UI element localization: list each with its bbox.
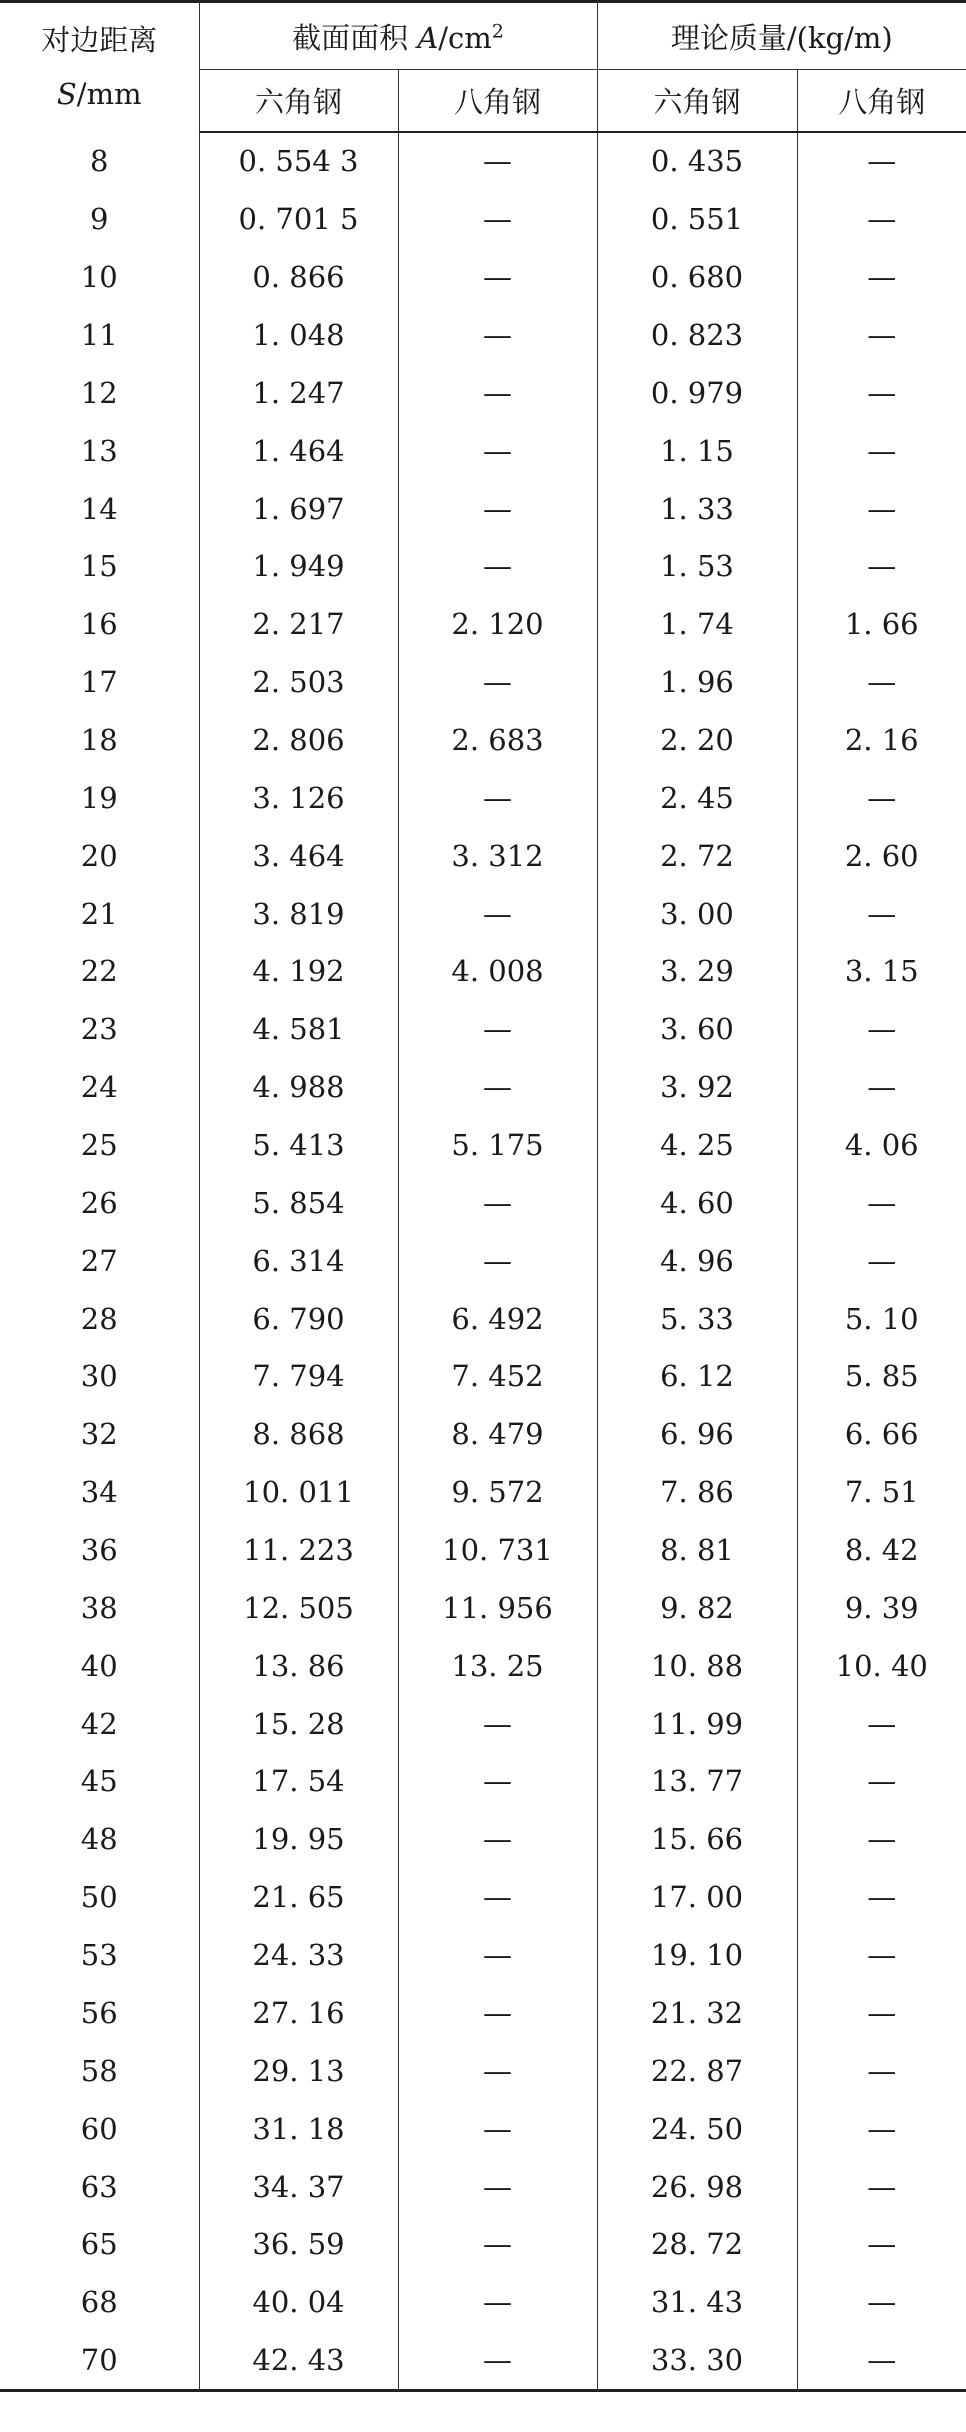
cell-side-distance: 48 xyxy=(0,1810,199,1868)
table-row xyxy=(0,1290,966,1348)
cell-mass-hex: 19. 10 xyxy=(597,1926,797,1984)
cell-area-hex: 17. 54 xyxy=(199,1753,398,1811)
cell-side-distance: 24 xyxy=(0,1058,199,1116)
cell-mass-oct: 2. 60 xyxy=(844,838,919,873)
header-section-area-label: 截面面积 xyxy=(292,20,418,55)
cell-side-distance: 11 xyxy=(0,306,199,364)
cell-area-oct: — xyxy=(398,2100,597,2158)
cell-side-distance: 10 xyxy=(0,248,199,306)
cell-area-oct: — xyxy=(398,1810,597,1868)
cell-side-distance: 15 xyxy=(0,538,199,596)
table-row xyxy=(0,538,966,596)
cell-area-hex: 1. 464 xyxy=(199,422,398,480)
cell-area-hex: 1. 949 xyxy=(199,538,398,596)
table-header xyxy=(0,2,966,132)
cell-area-hex: 1. 697 xyxy=(199,480,398,538)
cell-mass-oct: 5. 10 xyxy=(844,1301,919,1336)
cell-mass-oct: 3. 15 xyxy=(844,954,919,989)
cell-area-oct: — xyxy=(398,885,597,943)
header-theoretical-mass-label: 理论质量/(kg/m) xyxy=(670,20,893,55)
table-row xyxy=(0,132,966,191)
cell-mass-hex: 1. 74 xyxy=(597,595,797,653)
cell-area-oct: — xyxy=(398,1868,597,1926)
cell-side-distance: 40 xyxy=(0,1637,199,1695)
table-row xyxy=(0,1753,966,1811)
table-row xyxy=(0,1232,966,1290)
cell-area-hex: 4. 988 xyxy=(199,1058,398,1116)
cell-mass-hex: 4. 60 xyxy=(597,1174,797,1232)
header-mass-oct: 八角钢 xyxy=(797,70,966,132)
cell-mass-oct: — xyxy=(867,780,897,815)
cell-mass-hex: 3. 00 xyxy=(597,885,797,943)
cell-mass-oct: — xyxy=(867,2227,897,2262)
table-row xyxy=(0,1058,966,1116)
header-section-area-unit: /cm xyxy=(438,20,492,55)
cell-side-distance: 25 xyxy=(0,1116,199,1174)
cell-area-hex: 0. 866 xyxy=(199,248,398,306)
table-row xyxy=(0,595,966,653)
cell-mass-oct: — xyxy=(867,433,897,468)
cell-area-oct: — xyxy=(398,2042,597,2100)
cell-mass-oct: — xyxy=(867,2169,897,2204)
table-row xyxy=(0,2158,966,2216)
cell-mass-oct: 1. 66 xyxy=(844,607,919,642)
cell-area-oct: 2. 683 xyxy=(398,711,597,769)
cell-area-oct: — xyxy=(398,2215,597,2273)
cell-area-hex: 36. 59 xyxy=(199,2215,398,2273)
cell-area-oct: — xyxy=(398,1926,597,1984)
cell-area-oct: — xyxy=(398,1753,597,1811)
cell-area-oct: 6. 492 xyxy=(398,1290,597,1348)
table-body xyxy=(0,132,966,2391)
cell-mass-hex: 3. 60 xyxy=(597,1000,797,1058)
cell-area-hex: 10. 011 xyxy=(199,1463,398,1521)
cell-mass-oct: 2. 16 xyxy=(844,723,919,758)
cell-area-oct: 2. 120 xyxy=(398,595,597,653)
cell-mass-hex: 22. 87 xyxy=(597,2042,797,2100)
cell-mass-hex: 1. 53 xyxy=(597,538,797,596)
cell-mass-oct: 7. 51 xyxy=(844,1475,919,1510)
cell-area-oct: — xyxy=(398,190,597,248)
cell-side-distance: 70 xyxy=(0,2331,199,2390)
cell-area-hex: 15. 28 xyxy=(199,1695,398,1753)
cell-side-distance: 42 xyxy=(0,1695,199,1753)
cell-side-distance: 60 xyxy=(0,2100,199,2158)
cell-area-hex: 27. 16 xyxy=(199,1984,398,2042)
header-section-area xyxy=(199,2,597,70)
table-row xyxy=(0,885,966,943)
table-row xyxy=(0,1810,966,1868)
cell-mass-oct: 5. 85 xyxy=(844,1359,919,1394)
cell-mass-hex: 26. 98 xyxy=(597,2158,797,2216)
cell-area-hex: 5. 413 xyxy=(199,1116,398,1174)
cell-area-hex: 2. 217 xyxy=(199,595,398,653)
cell-side-distance: 18 xyxy=(0,711,199,769)
cell-area-oct: — xyxy=(398,538,597,596)
cell-mass-oct: — xyxy=(867,1012,897,1047)
cell-area-oct: — xyxy=(398,422,597,480)
cell-area-oct: — xyxy=(398,1984,597,2042)
cell-side-distance: 30 xyxy=(0,1348,199,1406)
table-row xyxy=(0,1926,966,1984)
cell-side-distance: 21 xyxy=(0,885,199,943)
cell-area-oct: 8. 479 xyxy=(398,1405,597,1463)
cell-area-hex: 3. 819 xyxy=(199,885,398,943)
cell-side-distance: 56 xyxy=(0,1984,199,2042)
cell-area-hex: 19. 95 xyxy=(199,1810,398,1868)
cell-area-oct: — xyxy=(398,769,597,827)
cell-mass-oct: — xyxy=(867,2285,897,2320)
table-row xyxy=(0,480,966,538)
cell-mass-hex: 7. 86 xyxy=(597,1463,797,1521)
cell-area-oct: — xyxy=(398,2158,597,2216)
cell-mass-oct: — xyxy=(867,491,897,526)
cell-area-hex: 24. 33 xyxy=(199,1926,398,1984)
header-side-distance-var: S xyxy=(56,77,77,112)
cell-mass-hex: 15. 66 xyxy=(597,1810,797,1868)
table-row xyxy=(0,2042,966,2100)
header-area-oct: 八角钢 xyxy=(398,70,597,132)
header-mass-hex: 六角钢 xyxy=(597,70,797,132)
cell-mass-hex: 2. 45 xyxy=(597,769,797,827)
cell-area-oct: 9. 572 xyxy=(398,1463,597,1521)
cell-side-distance: 22 xyxy=(0,943,199,1001)
table-row xyxy=(0,2331,966,2390)
cell-area-hex: 2. 503 xyxy=(199,653,398,711)
cell-area-oct: — xyxy=(398,1058,597,1116)
table-row xyxy=(0,1637,966,1695)
cell-side-distance: 53 xyxy=(0,1926,199,1984)
cell-mass-hex: 0. 823 xyxy=(597,306,797,364)
cell-mass-oct: — xyxy=(867,375,897,410)
cell-mass-hex: 4. 25 xyxy=(597,1116,797,1174)
cell-area-hex: 1. 048 xyxy=(199,306,398,364)
cell-side-distance: 45 xyxy=(0,1753,199,1811)
cell-side-distance: 27 xyxy=(0,1232,199,1290)
header-area-hex: 六角钢 xyxy=(199,70,398,132)
cell-area-hex: 40. 04 xyxy=(199,2273,398,2331)
cell-mass-oct: — xyxy=(867,2053,897,2088)
cell-mass-oct: — xyxy=(867,318,897,352)
header-section-area-exponent: 2 xyxy=(491,19,504,42)
cell-side-distance: 13 xyxy=(0,422,199,480)
cell-area-oct: 13. 25 xyxy=(398,1637,597,1695)
table-row xyxy=(0,943,966,1001)
cell-mass-oct: 8. 42 xyxy=(844,1533,919,1568)
cell-mass-oct: 10. 40 xyxy=(835,1648,928,1683)
cell-area-oct: — xyxy=(398,248,597,306)
table-row xyxy=(0,1463,966,1521)
cell-area-hex: 13. 86 xyxy=(199,1637,398,1695)
cell-mass-oct: — xyxy=(867,1764,897,1799)
cell-mass-hex: 3. 29 xyxy=(597,943,797,1001)
cell-area-hex: 12. 505 xyxy=(199,1579,398,1637)
table-row xyxy=(0,653,966,711)
cell-area-hex: 5. 854 xyxy=(199,1174,398,1232)
cell-mass-hex: 17. 00 xyxy=(597,1868,797,1926)
table-row xyxy=(0,364,966,422)
cell-side-distance: 68 xyxy=(0,2273,199,2331)
table-row xyxy=(0,1405,966,1463)
cell-mass-oct: — xyxy=(867,1070,897,1105)
header-side-distance-label: 对边距离 xyxy=(41,23,158,58)
cell-mass-oct: — xyxy=(867,1243,897,1278)
cell-mass-hex: 10. 88 xyxy=(597,1637,797,1695)
cell-mass-oct: — xyxy=(867,202,897,237)
cell-area-hex: 0. 701 5 xyxy=(199,190,398,248)
cell-area-oct: — xyxy=(398,1232,597,1290)
table-row xyxy=(0,248,966,306)
cell-mass-hex: 2. 20 xyxy=(597,711,797,769)
cell-area-hex: 4. 581 xyxy=(199,1000,398,1058)
cell-area-oct: — xyxy=(398,2331,597,2390)
table-row xyxy=(0,190,966,248)
header-side-distance-unit: /mm xyxy=(76,77,142,112)
cell-area-oct: — xyxy=(398,1174,597,1232)
cell-mass-oct: — xyxy=(867,1880,897,1915)
cell-mass-oct: — xyxy=(867,1938,897,1973)
table-row xyxy=(0,422,966,480)
cell-mass-oct: 6. 66 xyxy=(844,1417,919,1452)
cell-area-hex: 6. 790 xyxy=(199,1290,398,1348)
cell-area-oct: — xyxy=(398,1000,597,1058)
cell-area-oct: — xyxy=(398,1695,597,1753)
cell-area-hex: 8. 868 xyxy=(199,1405,398,1463)
cell-side-distance: 26 xyxy=(0,1174,199,1232)
cell-mass-oct: — xyxy=(867,1185,897,1220)
cell-area-hex: 2. 806 xyxy=(199,711,398,769)
cell-mass-oct: — xyxy=(867,896,897,931)
cell-area-oct: — xyxy=(398,2273,597,2331)
cell-side-distance: 14 xyxy=(0,480,199,538)
cell-mass-hex: 13. 77 xyxy=(597,1753,797,1811)
table-row xyxy=(0,2100,966,2158)
table-row xyxy=(0,1116,966,1174)
cell-mass-hex: 31. 43 xyxy=(597,2273,797,2331)
cell-area-hex: 11. 223 xyxy=(199,1521,398,1579)
cell-area-oct: 10. 731 xyxy=(398,1521,597,1579)
cell-side-distance: 63 xyxy=(0,2158,199,2216)
cell-area-oct: 11. 956 xyxy=(398,1579,597,1637)
cell-mass-oct: — xyxy=(867,1822,897,1857)
cell-side-distance: 34 xyxy=(0,1463,199,1521)
cell-area-hex: 34. 37 xyxy=(199,2158,398,2216)
cell-mass-oct: — xyxy=(867,2111,897,2146)
table-row xyxy=(0,2215,966,2273)
cell-mass-hex: 11. 99 xyxy=(597,1695,797,1753)
header-theoretical-mass xyxy=(597,2,966,70)
cell-area-oct: 5. 175 xyxy=(398,1116,597,1174)
cell-area-hex: 31. 18 xyxy=(199,2100,398,2158)
cell-mass-oct: — xyxy=(867,144,897,179)
cell-mass-oct: — xyxy=(867,260,897,295)
cell-side-distance: 58 xyxy=(0,2042,199,2100)
cell-mass-hex: 6. 96 xyxy=(597,1405,797,1463)
cell-side-distance: 19 xyxy=(0,769,199,827)
table-row xyxy=(0,1348,966,1406)
cell-side-distance: 16 xyxy=(0,595,199,653)
cell-area-oct: — xyxy=(398,653,597,711)
cell-area-hex: 3. 126 xyxy=(199,769,398,827)
cell-mass-oct: — xyxy=(867,1706,897,1741)
cell-mass-hex: 6. 12 xyxy=(597,1348,797,1406)
cell-side-distance: 28 xyxy=(0,1290,199,1348)
cell-mass-hex: 3. 92 xyxy=(597,1058,797,1116)
cell-area-hex: 6. 314 xyxy=(199,1232,398,1290)
cell-mass-oct: — xyxy=(867,1995,897,2030)
table-row xyxy=(0,1521,966,1579)
table-row xyxy=(0,1579,966,1637)
cell-area-hex: 29. 13 xyxy=(199,2042,398,2100)
cell-mass-hex: 1. 33 xyxy=(597,480,797,538)
cell-area-oct: 7. 452 xyxy=(398,1348,597,1406)
cell-mass-hex: 0. 435 xyxy=(597,132,797,191)
table-row xyxy=(0,1868,966,1926)
cell-side-distance: 38 xyxy=(0,1579,199,1637)
cell-mass-hex: 33. 30 xyxy=(597,2331,797,2390)
cell-mass-oct: 4. 06 xyxy=(844,1128,919,1163)
cell-area-oct: — xyxy=(398,480,597,538)
table-row xyxy=(0,2273,966,2331)
cell-area-hex: 0. 554 3 xyxy=(199,132,398,191)
cell-area-hex: 7. 794 xyxy=(199,1348,398,1406)
cell-mass-hex: 2. 72 xyxy=(597,827,797,885)
cell-side-distance: 17 xyxy=(0,653,199,711)
cell-side-distance: 36 xyxy=(0,1521,199,1579)
table-row xyxy=(0,306,966,364)
cell-area-hex: 1. 247 xyxy=(199,364,398,422)
cell-mass-oct: — xyxy=(797,2331,966,2390)
header-side-distance xyxy=(0,2,199,132)
cell-mass-hex: 28. 72 xyxy=(597,2215,797,2273)
table-row xyxy=(0,1695,966,1753)
table-row xyxy=(0,1174,966,1232)
cell-mass-oct: 9. 39 xyxy=(844,1590,919,1625)
cell-side-distance: 32 xyxy=(0,1405,199,1463)
cell-area-hex: 4. 192 xyxy=(199,943,398,1001)
cell-mass-hex: 1. 15 xyxy=(597,422,797,480)
cell-side-distance: 12 xyxy=(0,364,199,422)
cell-area-oct: — xyxy=(398,306,597,364)
cell-area-oct: — xyxy=(398,132,597,191)
cell-side-distance: 9 xyxy=(0,190,199,248)
cell-mass-hex: 0. 979 xyxy=(597,364,797,422)
cell-area-oct: 4. 008 xyxy=(398,943,597,1001)
cell-area-hex: 42. 43 xyxy=(199,2331,398,2390)
table-row xyxy=(0,1984,966,2042)
cell-side-distance: 50 xyxy=(0,1868,199,1926)
table-row xyxy=(0,1000,966,1058)
cell-mass-hex: 24. 50 xyxy=(597,2100,797,2158)
cell-area-oct: — xyxy=(398,364,597,422)
cell-mass-hex: 0. 551 xyxy=(597,190,797,248)
table-row xyxy=(0,827,966,885)
table-row xyxy=(0,769,966,827)
cell-mass-hex: 9. 82 xyxy=(597,1579,797,1637)
cell-side-distance: 8 xyxy=(0,132,199,191)
cell-mass-hex: 4. 96 xyxy=(597,1232,797,1290)
cell-side-distance: 20 xyxy=(0,827,199,885)
cell-mass-oct: — xyxy=(867,549,897,584)
cell-mass-oct: — xyxy=(867,665,897,700)
cell-area-hex: 3. 464 xyxy=(199,827,398,885)
table-row xyxy=(0,711,966,769)
cell-area-hex: 21. 65 xyxy=(199,1868,398,1926)
cell-mass-hex: 21. 32 xyxy=(597,1984,797,2042)
cell-mass-hex: 0. 680 xyxy=(597,248,797,306)
header-section-area-var: A xyxy=(417,20,439,55)
cell-mass-hex: 8. 81 xyxy=(597,1521,797,1579)
cell-side-distance: 23 xyxy=(0,1000,199,1058)
cell-mass-hex: 1. 96 xyxy=(597,653,797,711)
cell-side-distance: 65 xyxy=(0,2215,199,2273)
cell-area-oct: 3. 312 xyxy=(398,827,597,885)
cell-mass-hex: 5. 33 xyxy=(597,1290,797,1348)
